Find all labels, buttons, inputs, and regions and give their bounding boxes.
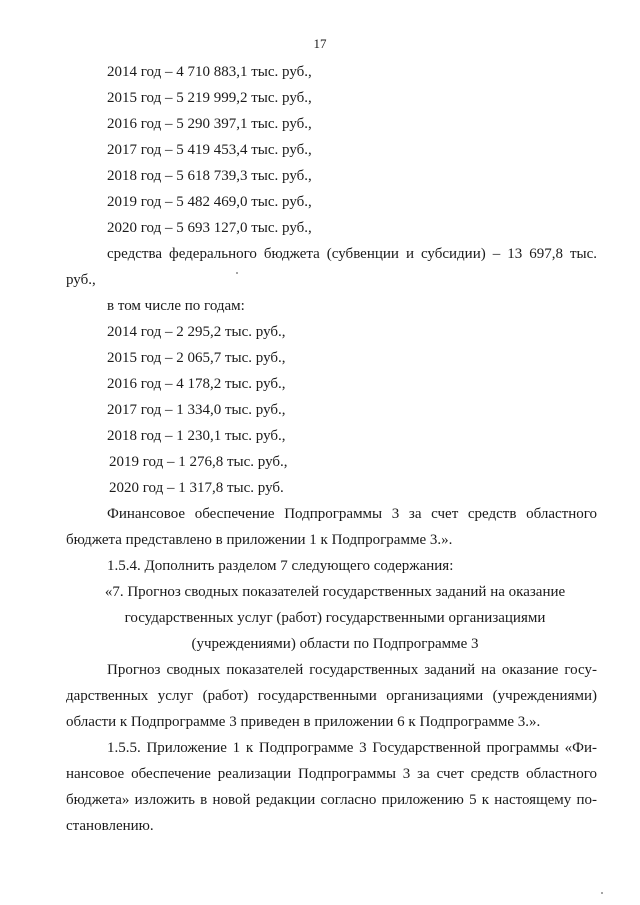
regional-year-line: 2020 год – 5 693 127,0 тыс. руб., (107, 220, 312, 236)
federal-year-line: 2018 год – 1 230,1 тыс. руб., (107, 428, 286, 444)
financing-paragraph-line: бюджета представлено в приложении 1 к Подпрограмме 3.». (66, 532, 453, 548)
section-heading-line: «7. Прогноз сводных показателей государственных заданий на оказание (104, 584, 566, 600)
regional-year-line: 2018 год – 5 618 739,3 тыс. руб., (107, 168, 312, 184)
forecast-paragraph-line: Прогноз сводных показателей государственных заданий на оказание госу- (107, 662, 597, 678)
forecast-paragraph-line: области к Подпрограмме 3 приведен в приложении 6 к Подпрограмме 3.». (66, 714, 541, 730)
federal-year-line: 2015 год – 2 065,7 тыс. руб., (107, 350, 286, 366)
scan-speck (601, 892, 603, 894)
financing-paragraph-line: Финансовое обеспечение Подпрограммы 3 за счет средств областного (107, 506, 597, 522)
item-1-5-5-line: бюджета» изложить в новой редакции согласно приложению 5 к настоящему по- (66, 792, 597, 808)
section-heading-line: государственных услуг (работ) государственными организациями (124, 610, 546, 626)
item-1-5-5-line: 1.5.5. Приложение 1 к Подпрограмме 3 Государственной программы «Фи- (107, 740, 597, 756)
federal-year-line: 2016 год – 4 178,2 тыс. руб., (107, 376, 286, 392)
regional-year-line: 2015 год – 5 219 999,2 тыс. руб., (107, 90, 312, 106)
by-years-label: в том числе по годам: (107, 298, 245, 314)
regional-year-line: 2017 год – 5 419 453,4 тыс. руб., (107, 142, 312, 158)
item-1-5-5-line: нансовое обеспечение реализации Подпрограммы 3 за счет средств областного (66, 766, 597, 782)
regional-year-line: 2014 год – 4 710 883,1 тыс. руб., (107, 64, 312, 80)
scan-speck (236, 272, 238, 274)
federal-budget-line: средства федерального бюджета (субвенции и субсидии) – 13 697,8 тыс. (107, 246, 597, 262)
federal-year-line: 2020 год – 1 317,8 тыс. руб. (109, 480, 284, 496)
federal-budget-line-cont: руб., (66, 272, 96, 288)
regional-year-line: 2016 год – 5 290 397,1 тыс. руб., (107, 116, 312, 132)
federal-year-line: 2014 год – 2 295,2 тыс. руб., (107, 324, 286, 340)
section-heading-line: (учреждениями) области по Подпрограмме 3 (191, 636, 479, 652)
item-1-5-5-line: становлению. (66, 818, 154, 834)
item-1-5-4: 1.5.4. Дополнить разделом 7 следующего содержания: (107, 558, 454, 574)
page-number: 17 (313, 36, 327, 51)
forecast-paragraph-line: дарственных услуг (работ) государственными организациями (учреждениями) (66, 688, 597, 704)
federal-year-line: 2019 год – 1 276,8 тыс. руб., (109, 454, 288, 470)
regional-year-line: 2019 год – 5 482 469,0 тыс. руб., (107, 194, 312, 210)
federal-year-line: 2017 год – 1 334,0 тыс. руб., (107, 402, 286, 418)
